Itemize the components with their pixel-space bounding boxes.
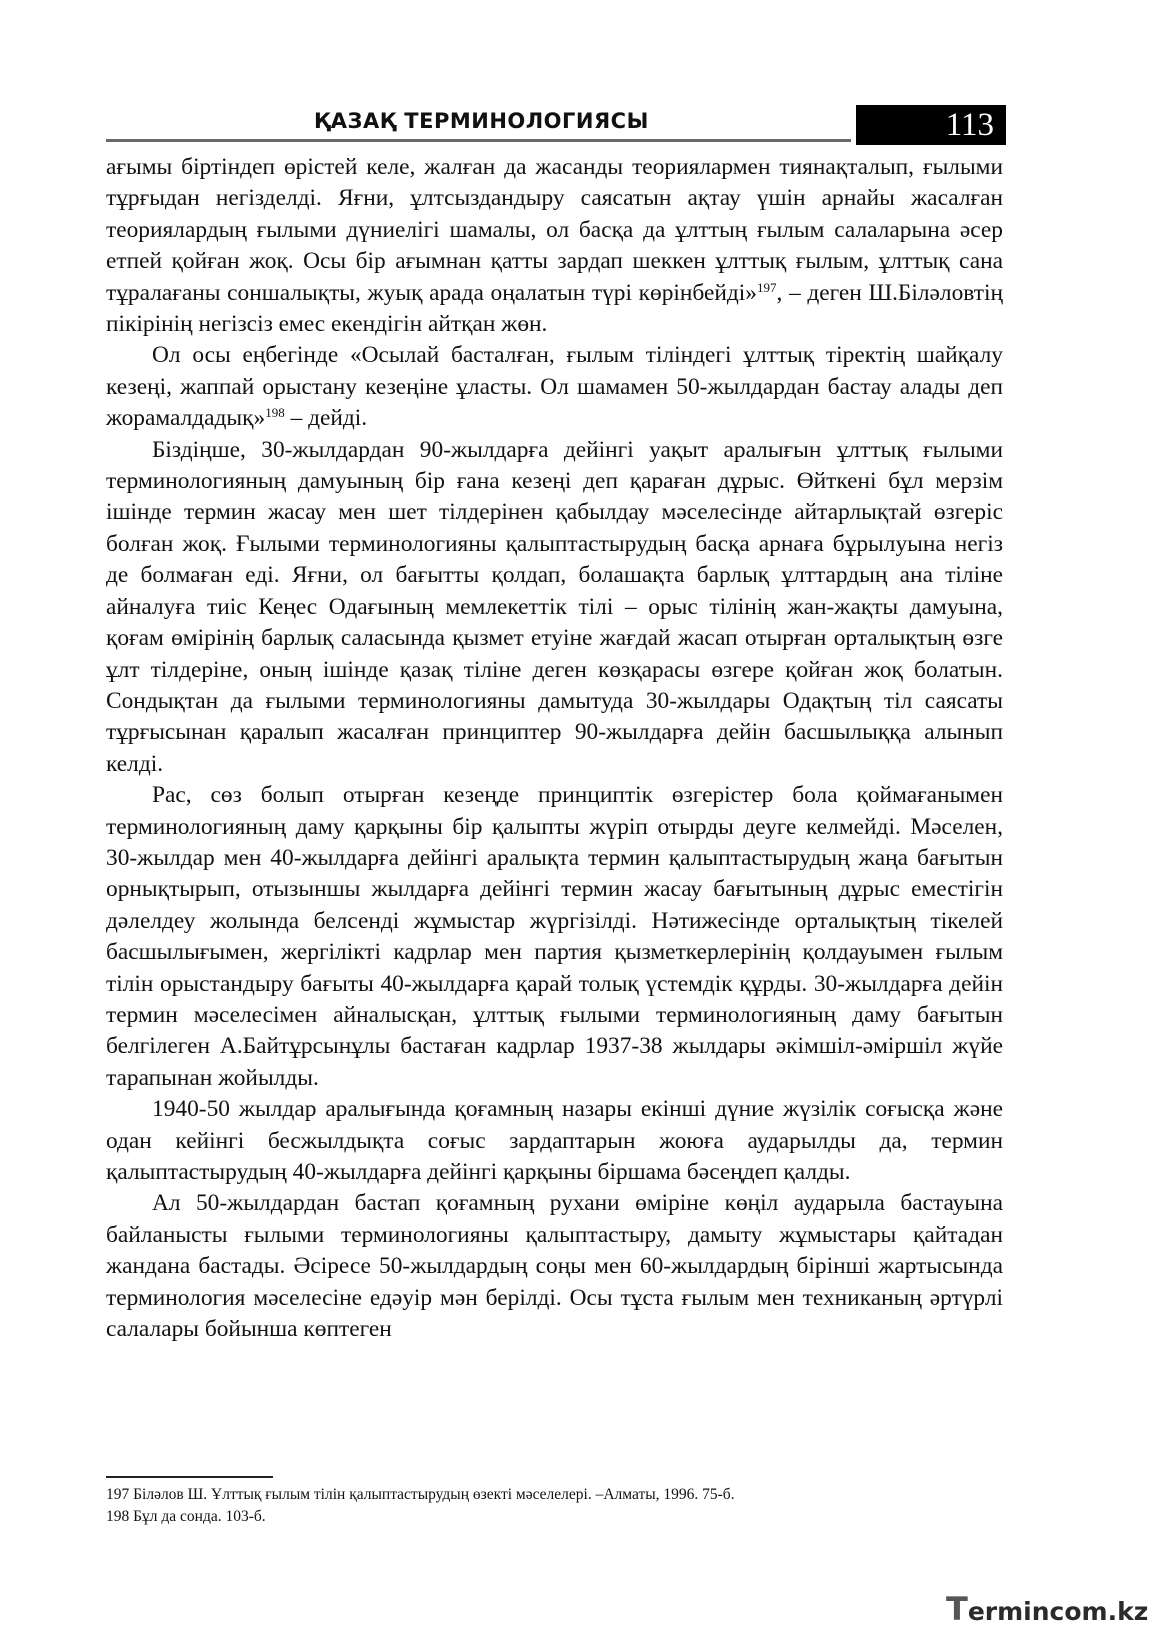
footnote-rule [106, 1476, 273, 1478]
footnote-ref[interactable]: 198 [265, 405, 285, 421]
page-number: 113 [856, 105, 1006, 145]
footnotes [106, 1484, 1003, 1528]
paragraph: ағымы біртіндеп өрістей келе, жалған да жасанды теориялармен тиянақталып, ғылыми тұрғыдан негізделді. Яғни, ұлтсыздандыру саясатын ақтау үшін арнайы жасалған теориялардың ғылыми дүниелігі шамалы, ол басқа да ұлттың ғылым салаларына әсер етпей қойған жоқ. Осы бір ағымнан қатты зардап шеккен ұлттық ғылым, ұлттық сана тұралағаны соншалықты, жуық арада оңалатын түрі көрінбейді»$^{197}$, – деген Ш.Біләловтің пікірінің негізсіз емес екендігін айтқан жөн. [106, 154, 1003, 338]
running-header-title: ҚАЗАҚ ТЕРМИНОЛОГИЯСЫ [314, 109, 649, 133]
termincom-watermark: Termincom.kz [946, 1590, 1149, 1628]
footnote-198: 198 Бұл да сонда. 103-б. [106, 1508, 266, 1525]
footnote-ref[interactable]: 197 [757, 279, 777, 295]
paragraph: Ал 50-жылдардан бастап қоғамның рухани өміріне көңіл аударыла бастауына байланысты ғылыми терминологияны қалыптастыру, дамыту жұмыстары қайтадан жандана бастады. Әсіресе 50-жылдардың соңы мен 60-жылдардың бірінші жартысында терминология мәселесіне едәуір мән берілді. Осы тұста ғылым мен техниканың әртүрлі салалары бойынша көптеген [106, 1190, 1003, 1343]
paragraph: Рас, сөз болып отырған кезеңде принциптік өзгерістер бола қоймағанымен терминологияның даму қарқыны бір қалыпты жүріп отырды деуге келмейді. Мәселен, 30-жылдар мен 40-жылдарға дейінгі аралықта термин қалыптастырудың жаңа бағытын орнықтырып, отызыншы жылдарға дейінгі термин жасау бағытының дұрыс еместігін дәлелдеу жолында белсенді жұмыстар жүргізілді. Нәтижесінде орталықтың тікелей басшылығымен, жергілікті кадрлар мен партия қызметкерлерінің қолдауымен ғылым тілін орыстандыру бағыты 40-жылдарға қарай толық үстемдік құрды. 30-жылдарға дейін термин мәселесімен айналысқан, ұлттық ғылыми терминологияның даму бағытын белгілеген А.Байтұрсынұлы бастаған кадрлар 1937-38 жылдары әкімшіл-әміршіл жүйе тарапынан жойылды. [106, 782, 1003, 1091]
paragraph: 1940-50 жылдар аралығында қоғамның назары екінші дүние жүзілік соғысқа және одан кейінгі бесжылдықта соғыс зардаптарын жоюға аударылды да, термин қалыптастырудың 40-жылдарға дейінгі қарқыны біршама бәсеңдеп қалды. [106, 1096, 1003, 1185]
running-header [106, 105, 1006, 145]
body-text [106, 152, 1003, 1345]
paragraph: Біздіңше, 30-жылдардан 90-жылдарға дейінгі уақыт аралығын ұлттық ғылыми терминологияның дамуының бір ғана кезеңі деп қараған дұрыс. Өйткені бұл мерзім ішінде термин жасау мен шет тілдерінен қабылдау мәселесінде айтарлықтай өзгеріс болған жоқ. Ғылыми терминологияны қалыптастырудың басқа арнаға бұрылуына негіз де болмаған еді. Яғни, ол бағытты қолдап, болашақта барлық ұлттардың ана тіліне айналуға тиіс Кеңес Одағының мемлекеттік тілі – орыс тілінің жан-жақты дамуына, қоғам өмірінің барлық саласында қызмет етуіне жағдай жасап отырған орталықтың өзге ұлт тілдеріне, оның ішінде қазақ тіліне деген көзқарасы өзгере қойған жоқ болатын. Сондықтан да ғылыми терминологияны дамытуда 30-жылдары Одақтың тіл саясаты тұрғысынан қаралып жасалған принциптер 90-жылдарға дейін басшылыққа алынып келді. [106, 436, 1003, 777]
header-rule [106, 139, 851, 142]
paragraph: Ол осы еңбегінде «Осылай басталған, ғылым тіліндегі ұлттық тіректің шайқалу кезеңі, жаппай орыстану кезеңіне ұласты. Ол шамамен 50-жылдардан бастау алады деп жорамалдадық»$^{198}$ – дейді. [106, 342, 1003, 432]
footnote-197: 197 Біләлов Ш. Ұлттық ғылым тілін қалыптастырудың өзекті мәселелері. –Алматы, 1996. 75-б. [106, 1486, 735, 1503]
